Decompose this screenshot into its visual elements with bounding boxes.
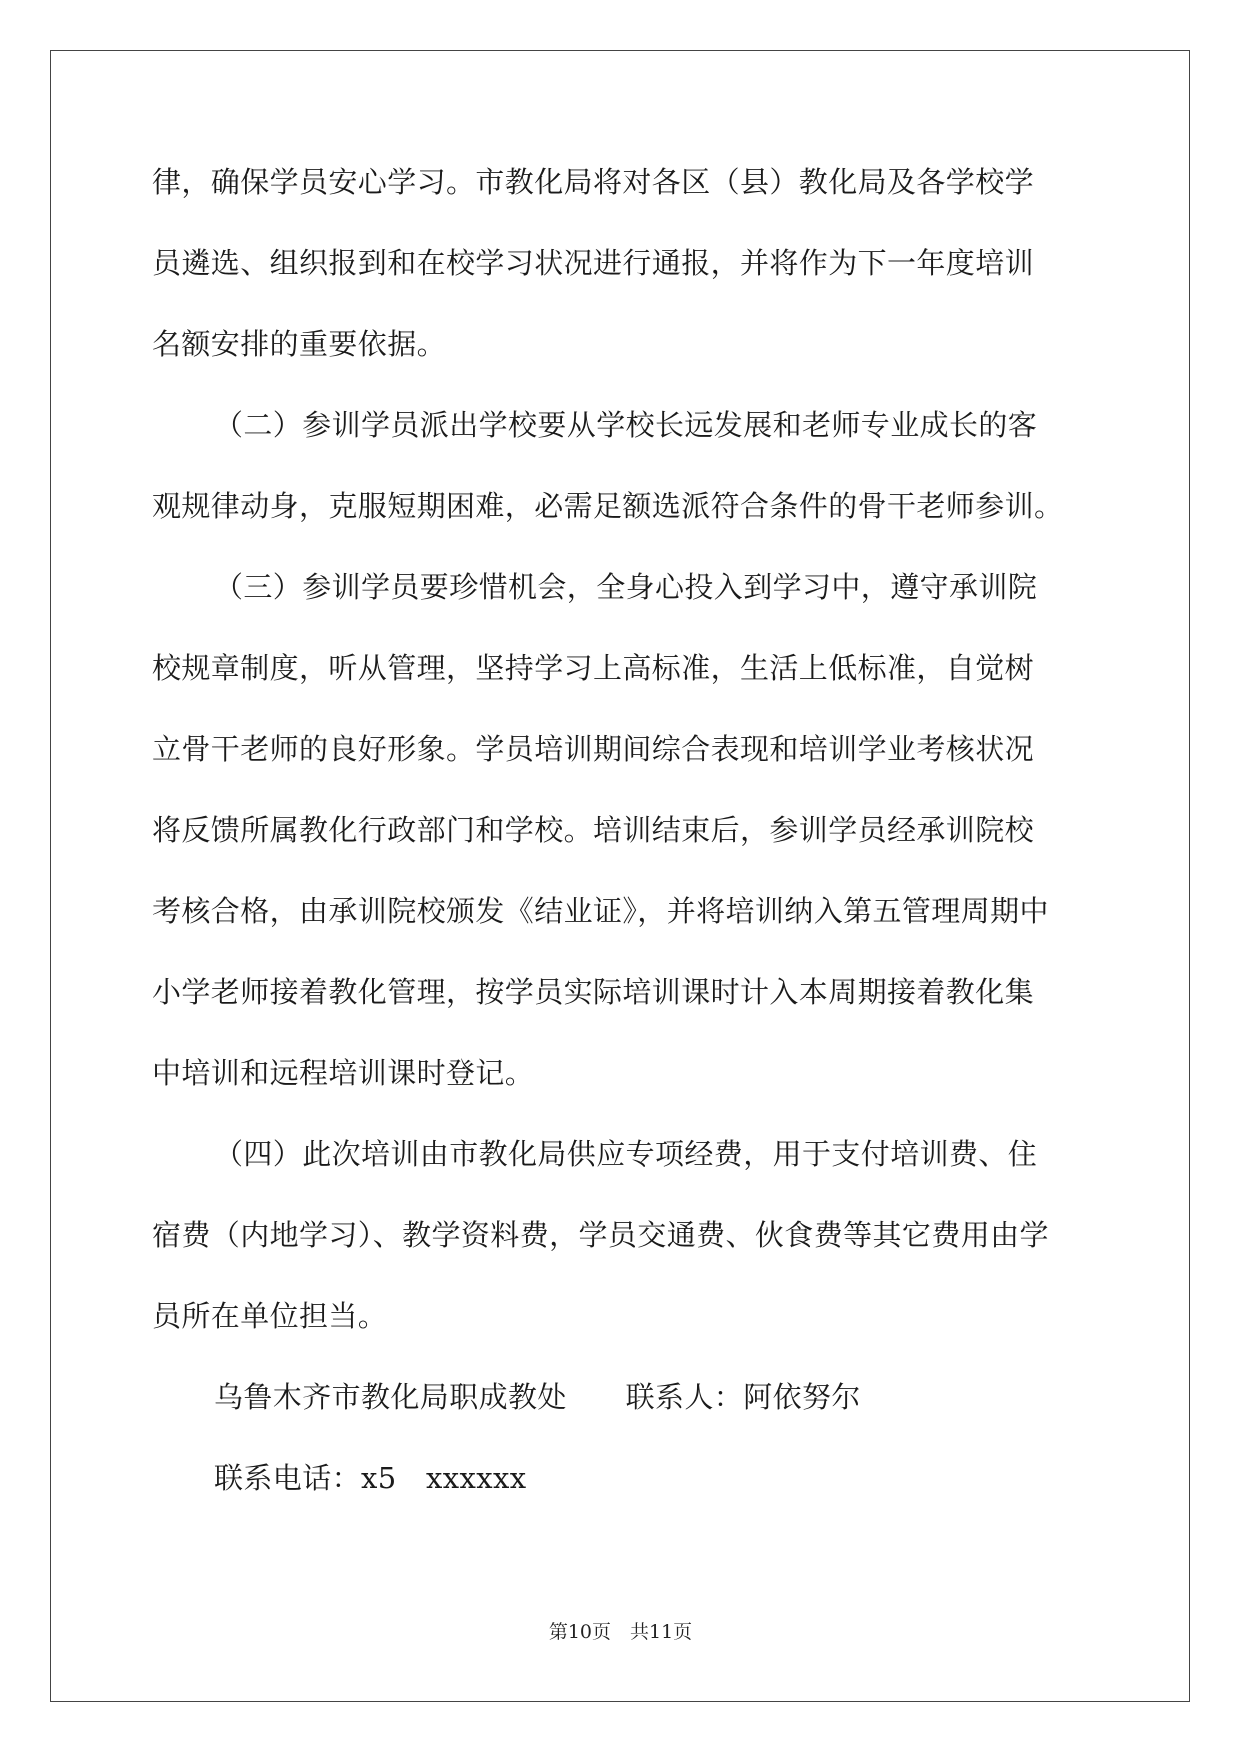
paragraph-line: （三）参训学员要珍惜机会，全身心投入到学习中，遵守承训院: [214, 570, 1038, 604]
paragraph-line: 考核合格，由承训院校颁发《结业证》，并将培训纳入第五管理周期中: [152, 894, 1049, 928]
page-number-footer: [0, 1620, 1241, 1644]
paragraph-line: 校规章制度，听从管理，坚持学习上高标准，生活上低标准，自觉树: [152, 651, 1035, 685]
paragraph-line: 中培训和远程培训课时登记。: [152, 1056, 535, 1090]
paragraph-line: 名额安排的重要依据。: [152, 327, 447, 361]
paragraph-line: 将反馈所属教化行政部门和学校。培训结束后，参训学员经承训院校: [152, 813, 1035, 847]
page-number-label: 第10页 共11页: [548, 1621, 693, 1643]
contact-office-line: 乌鲁木齐市教化局职成教处 联系人：阿依努尔: [214, 1380, 861, 1414]
paragraph-line: （四）此次培训由市教化局供应专项经费，用于支付培训费、住: [214, 1137, 1038, 1171]
paragraph-line: 员所在单位担当。: [152, 1299, 388, 1333]
paragraph-line: 小学老师接着教化管理，按学员实际培训课时计入本周期接着教化集: [152, 975, 1035, 1009]
paragraph-line: 观规律动身，克服短期困难，必需足额选派符合条件的骨干老师参训。: [152, 489, 1064, 523]
paragraph-line: 员遴选、组织报到和在校学习状况进行通报，并将作为下一年度培训: [152, 246, 1035, 280]
paragraph-line: （二）参训学员派出学校要从学校长远发展和老师专业成长的客: [214, 408, 1038, 442]
paragraph-line: 立骨干老师的良好形象。学员培训期间综合表现和培训学业考核状况: [152, 732, 1035, 766]
paragraph-line: 宿费（内地学习）、教学资料费，学员交通费、伙食费等其它费用由学: [152, 1218, 1049, 1252]
paragraph-line: 律，确保学员安心学习。市教化局将对各区（县）教化局及各学校学: [152, 165, 1035, 199]
document-body: [152, 162, 1092, 1539]
contact-phone-line: 联系电话：x5 xxxxxx: [214, 1461, 527, 1495]
